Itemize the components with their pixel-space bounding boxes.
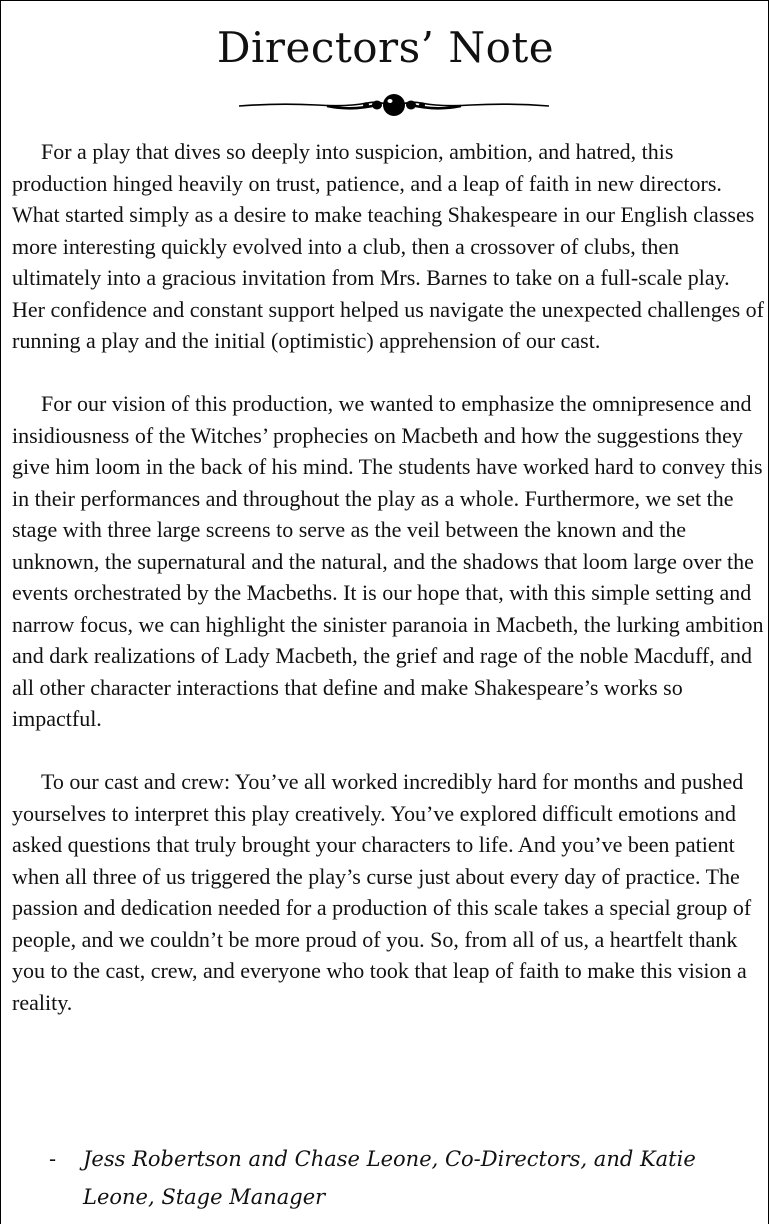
paragraph-2: For our vision of this production, we wanted to emphasize the omnipresence and insidiousness of the Witches’ prophecies on Macbeth and how the suggestions they give him loom in the back of his mind. The students have worked hard to convey this in their performances and throughout the play as a whole. Furthermore, we set the stage with three large screens to serve as the veil between the known and the unknown, the supernatural and the natural, and the shadows that loom large over the events orchestrated by the Macbeths. It is our hope that, with this simple setting and narrow focus, we can highlight the sinister paranoia in Macbeth, the lurking ambition and dark realizations of Lady Macbeth, the grief and rage of the noble Macduff, and all other character interactions that define and make Shakespeare’s works so impactful.	[12, 391, 764, 731]
signature	[49, 1140, 759, 1216]
signature-dash: -	[49, 1147, 57, 1171]
note-body	[12, 136, 764, 1050]
signature-text: Jess Robertson and Chase Leone, Co-Directors, and Katie Leone, Stage Manager	[83, 1147, 696, 1209]
paragraph-1: For a play that dives so deeply into suspicion, ambition, and hatred, this production hinged heavily on trust, patience, and a leap of faith in new directors. What started simply as a desire to make teaching Shakespeare in our English classes more interesting quickly evolved into a club, then a crossover of clubs, then ultimately into a gracious invitation from Mrs. Barnes to take on a full-scale play. Her confidence and constant support helped us navigate the unexpected challenges of running a play and the initial (optimistic) apprehension of our cast.	[12, 139, 764, 353]
flourish-divider-icon	[237, 89, 551, 121]
page-title: Directors’ Note	[216, 23, 555, 72]
paragraph-3: To our cast and crew: You’ve all worked incredibly hard for months and pushed yourselves to interpret this play creatively. You’ve explored difficult emotions and asked questions that truly brought your characters to life. And you’ve been patient when all three of us triggered the play’s curse just about every day of practice. The passion and dedication needed for a production of this scale takes a special group of people, and we couldn’t be more proud of you. So, from all of us, a heartfelt thank you to the cast, crew, and everyone who took that leap of faith to make this vision a reality.	[12, 769, 752, 1015]
